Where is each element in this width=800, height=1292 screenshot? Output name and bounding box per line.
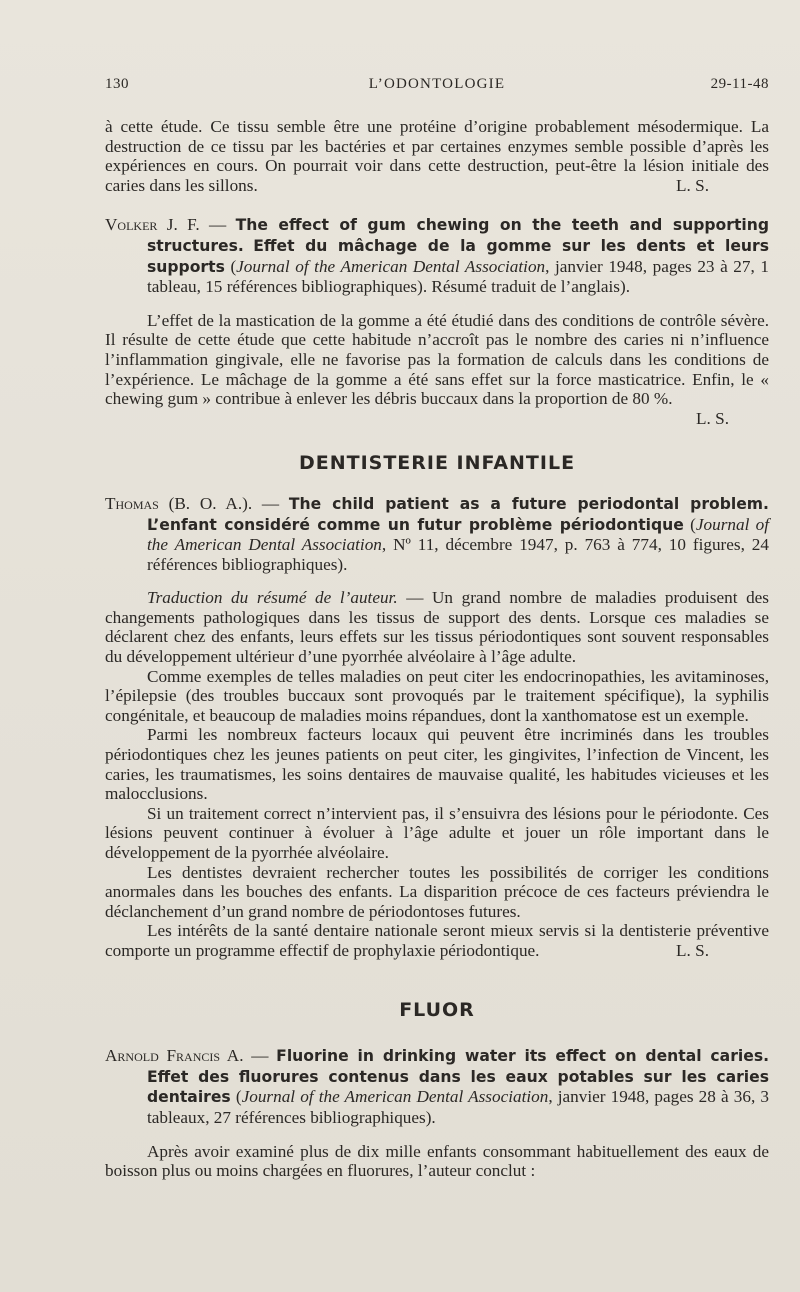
journal-title: Journal of the American Dental Association xyxy=(241,1087,549,1107)
journal-title: Journal of the American Dental Association xyxy=(147,514,769,555)
signature: L. S. xyxy=(676,940,709,960)
author-name: Arnold Francis A. xyxy=(105,1046,244,1066)
english-title: The effect of gum chewing on the teeth and supporting structures. xyxy=(147,216,770,255)
thomas-paragraph-5: Les dentistes devraient rechercher toutes les possibilités de corriger les conditions anormales dans les bouches des enfants. La disparition précoce de ces facteurs préviendra le déclanchement d’un grand nombre de périodontoses futures. xyxy=(105,862,769,921)
signature: L. S. xyxy=(696,408,729,428)
arnold-citation: Arnold Francis A. — Fluorine in drinking water its effect on dental caries. Effet des fluorures contenus dans les eaux potables sur les caries dentaires (Journal of the American Dental Association, janvier 1948, pages 28 à 36, 3 tableaux, 27 références bibliographiques). xyxy=(105,1046,770,1127)
running-header xyxy=(105,76,769,100)
french-title: Effet du mâchage de la gomme sur les dents et leurs supports xyxy=(147,236,769,276)
english-title: Fluorine in drinking water its effect on dental caries. xyxy=(276,1047,770,1066)
journal-name: L’ODONTOLOGIE xyxy=(368,76,506,92)
page-number: 130 xyxy=(105,76,129,92)
signature: L. S. xyxy=(676,175,709,195)
intro-paragraph: à cette étude. Ce tissu semble être une protéine d’origine probablement mésodermique. La destruction de ce tissu par les bactéries et par certaines enzymes semble possible d’après les expériences en cours. On pourrait voir dans cette destruction, peut-être la lésion initiale des caries dans les sillons. L. S. xyxy=(105,117,769,195)
author-name: Volker J. F. xyxy=(105,215,200,235)
section-heading: DENTISTERIE INFANTILE xyxy=(298,452,576,475)
author-name: Thomas (B. O. A.). xyxy=(105,493,253,513)
section-heading: FLUOR xyxy=(399,998,475,1021)
thomas-paragraph-3: Parmi les nombreux facteurs locaux qui peuvent être incriminés dans les troubles périodontiques chez les jeunes patients on peut citer, les gingivites, l’infection de Vincent, les caries, les traumatismes, les soins dentaires de mauvaise qualité, les habitudes vicieuses et les malocclusions. xyxy=(105,725,769,804)
article-body xyxy=(105,117,769,1181)
arnold-summary: Après avoir examiné plus de dix mille enfants consommant habituellement des eaux de boisson plus ou moins chargées en fluorures, l’auteur conclut : xyxy=(105,1141,769,1181)
thomas-paragraph-1: Traduction du résumé de l’auteur. — Un grand nombre de maladies produisent des changements pathologiques dans les tissus de support des dents. Lorsque ces maladies se déclarent chez des enfants, leurs effets sur les tissus périodontiques sont souvent responsables du développement ultérieur d’une pyorrhée alvéolaire à l’âge adulte. xyxy=(105,588,769,667)
thomas-citation: Thomas (B. O. A.). — The child patient as a future periodontal problem. L’enfant considéré comme un futur problème périodontique (Journal of the American Dental Association, Nº 11, décembre 1947, p. 763 à 774, 10 figures, 24 références bibliographiques). xyxy=(105,493,769,574)
thomas-paragraph-4: Si un traitement correct n’intervient pas, il s’ensuivra des lésions pour le périodonte. Ces lésions peuvent continuer à évoluer à l’âge adulte et jouer un rôle important dans le développement de la pyorrhée alvéolaire. xyxy=(105,803,769,862)
volker-summary: L’effet de la mastication de la gomme a été étudié dans des conditions de contrôle sévère. Il résulte de cette étude que cette habitude n’accroît pas le nombre des caries ni n’influence l’inflammation gingivale, elle ne favorise pas la formation de calculs dans les conditions de l’expérience. Le mâchage de la gomme a été sans effet sur la force masticatrice. Enfin, le « chewing gum » contribue à enlever les débris buccaux dans la proportion de 80 %. xyxy=(105,310,769,409)
issue-date: 29-11-48 xyxy=(710,76,769,92)
french-title: L’enfant considéré comme un futur problème périodontique xyxy=(147,515,684,534)
thomas-paragraph-2: Comme exemples de telles maladies on peut citer les endocrinopathies, les avitaminoses, l’épilepsie (des troubles buccaux sont provoqués par le traitement spécifique), la syphilis congénitale, et beaucoup de maladies moins répandues, dont la xanthomatose est un exemple. xyxy=(105,666,769,725)
thomas-paragraph-6: Les intérêts de la santé dentaire nationale seront mieux servis si la dentisterie préventive comporte un programme effectif de prophylaxie périodontique. L. S. xyxy=(105,921,769,960)
journal-title: Journal of the American Dental Association xyxy=(236,256,546,276)
french-title: Effet des fluorures contenus dans les eaux potables sur les caries dentaires xyxy=(147,1067,769,1107)
english-title: The child patient as a future periodontal problem. xyxy=(288,494,769,513)
volker-citation: Volker J. F. — The effect of gum chewing on the teeth and supporting structures. Effet du mâchage de la gomme sur les dents et leurs supports (Journal of the American Dental Association, janvier 1948, pages 23 à 27, 1 tableau, 15 références bibliographiques). Résumé traduit de l’anglais). xyxy=(105,215,770,297)
